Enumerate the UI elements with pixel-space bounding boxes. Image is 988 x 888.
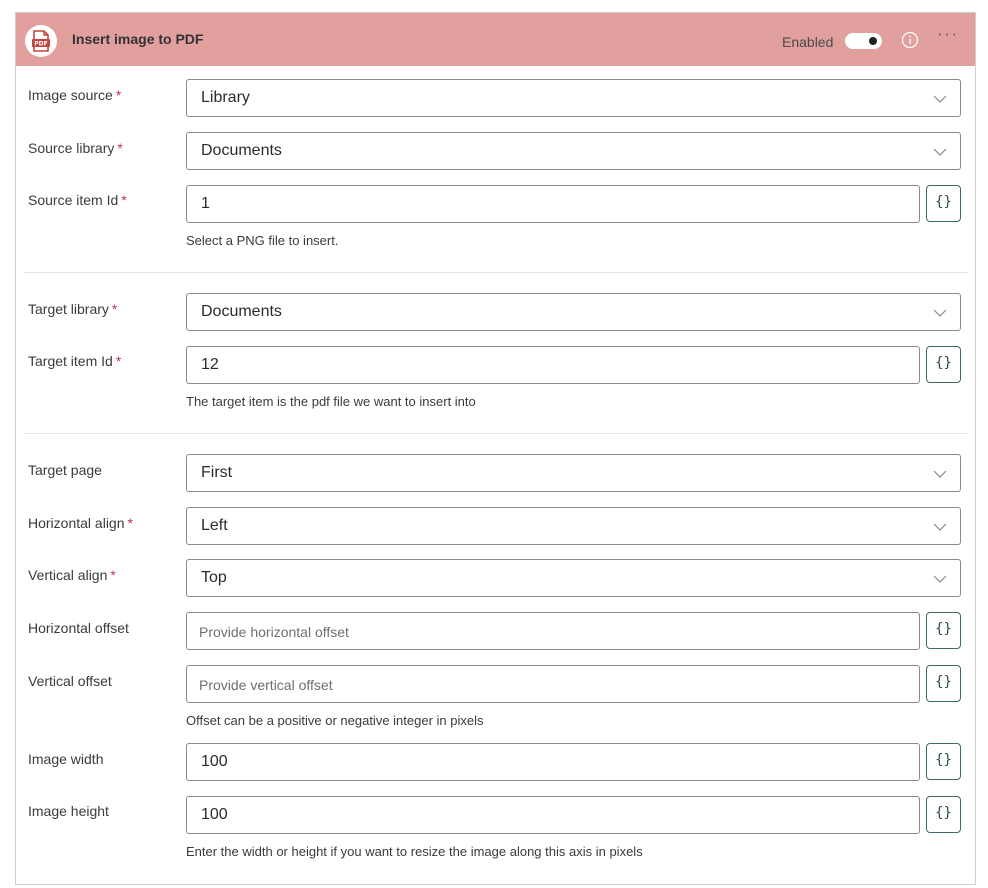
action-header[interactable] xyxy=(16,13,975,66)
horizontal-align-label: Horizontal align * xyxy=(28,515,133,531)
pdf-icon xyxy=(25,25,57,57)
image-width-label: Image width xyxy=(28,751,104,767)
target-item-id-label: Target item Id * xyxy=(28,353,122,369)
source-library-label: Source library * xyxy=(28,140,123,156)
target-item-id-value: 12 xyxy=(201,356,219,373)
action-title: Insert image to PDF xyxy=(72,31,204,47)
target-library-dropdown[interactable] xyxy=(186,293,961,331)
image-height-value: 100 xyxy=(201,806,228,823)
svg-text:PDF: PDF xyxy=(34,40,48,48)
horizontal-offset-placeholder: Provide horizontal offset xyxy=(199,624,349,640)
source-item-id-input[interactable] xyxy=(186,185,920,223)
chevron-down-icon xyxy=(932,466,948,482)
target-page-label: Target page xyxy=(28,462,102,478)
image-width-value: 100 xyxy=(201,753,228,770)
toggle-knob xyxy=(869,37,877,45)
image-source-dropdown[interactable] xyxy=(186,79,961,117)
vertical-offset-placeholder: Provide vertical offset xyxy=(199,677,333,693)
source-item-id-expression-button[interactable]: {} xyxy=(926,185,961,222)
chevron-down-icon xyxy=(932,305,948,321)
source-library-value: Documents xyxy=(201,142,282,159)
image-height-expression-button[interactable]: {} xyxy=(926,796,961,833)
horizontal-offset-expression-button[interactable]: {} xyxy=(926,612,961,649)
chevron-down-icon xyxy=(932,91,948,107)
chevron-down-icon xyxy=(932,571,948,587)
source-item-id-value: 1 xyxy=(201,195,210,212)
source-item-hint: Select a PNG file to insert. xyxy=(186,233,339,248)
chevron-down-icon xyxy=(932,519,948,535)
vertical-align-value: Top xyxy=(201,569,227,586)
vertical-align-dropdown[interactable] xyxy=(186,559,961,597)
target-page-value: First xyxy=(201,464,233,481)
chevron-down-icon xyxy=(932,144,948,160)
section-divider xyxy=(24,272,968,273)
image-width-expression-button[interactable]: {} xyxy=(926,743,961,780)
target-library-value: Documents xyxy=(201,303,282,320)
section-divider xyxy=(24,433,968,434)
horizontal-align-value: Left xyxy=(201,517,228,534)
image-source-label: Image source * xyxy=(28,87,122,103)
image-height-label: Image height xyxy=(28,803,109,819)
more-options-icon[interactable]: ··· xyxy=(937,26,959,43)
vertical-offset-input[interactable] xyxy=(186,665,920,703)
horizontal-align-dropdown[interactable] xyxy=(186,507,961,545)
enabled-label: Enabled xyxy=(782,34,834,50)
target-item-hint: The target item is the pdf file we want to insert into xyxy=(186,394,476,409)
vertical-offset-expression-button[interactable]: {} xyxy=(926,665,961,702)
image-source-value: Library xyxy=(201,89,250,106)
source-item-id-label: Source item Id * xyxy=(28,192,127,208)
image-width-input[interactable] xyxy=(186,743,920,781)
vertical-align-label: Vertical align * xyxy=(28,567,116,583)
target-page-dropdown[interactable] xyxy=(186,454,961,492)
info-icon[interactable] xyxy=(901,31,919,49)
source-library-dropdown[interactable] xyxy=(186,132,961,170)
image-height-input[interactable] xyxy=(186,796,920,834)
target-item-id-expression-button[interactable]: {} xyxy=(926,346,961,383)
horizontal-offset-label: Horizontal offset xyxy=(28,620,129,636)
action-card xyxy=(15,12,976,885)
target-library-label: Target library * xyxy=(28,301,118,317)
horizontal-offset-input[interactable] xyxy=(186,612,920,650)
enabled-toggle[interactable] xyxy=(845,33,882,49)
offset-hint: Offset can be a positive or negative integer in pixels xyxy=(186,713,484,728)
size-hint: Enter the width or height if you want to resize the image along this axis in pixels xyxy=(186,844,643,859)
vertical-offset-label: Vertical offset xyxy=(28,673,112,689)
target-item-id-input[interactable] xyxy=(186,346,920,384)
